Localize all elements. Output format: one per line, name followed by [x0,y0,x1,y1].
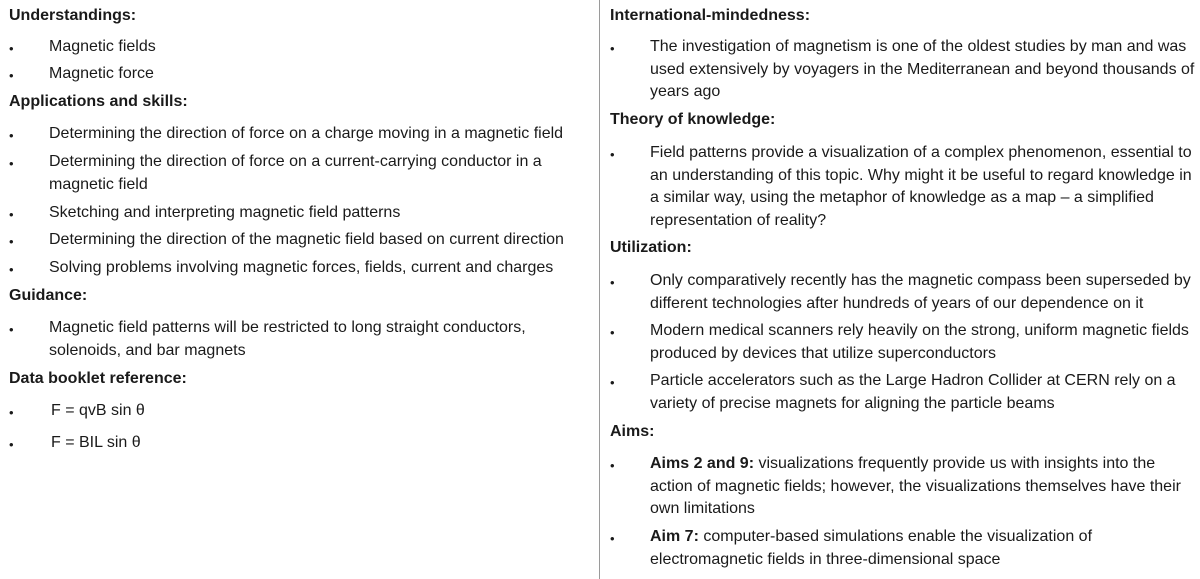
column-divider [599,0,600,579]
bullet-icon: • [9,322,14,337]
bullet-icon: • [9,437,14,452]
formula: F = qvB sin θ [51,402,145,419]
bullet-icon: • [9,262,14,277]
bullet-icon: • [610,375,615,390]
understandings-heading: Understandings: [9,7,137,24]
aim-text: visualizations frequently provide us with insights into the action of magnetic fields; however, the visualizations themselves have their own limitations [650,455,1181,517]
formula: F = BIL sin θ [51,434,141,451]
guidance-heading: Guidance: [9,287,88,304]
bullet-icon: • [9,68,14,83]
bullet-icon: • [610,41,615,56]
aim-label: Aim 7: [650,528,699,545]
bullet-icon: • [610,531,615,546]
data-booklet-heading: Data booklet reference: [9,370,187,387]
bullet-icon: • [9,128,14,143]
bullet-icon: • [610,458,615,473]
bullet-icon: • [610,147,615,162]
applications-heading: Applications and skills: [9,93,188,110]
bullet-icon: • [9,234,14,249]
aim-text: computer-based simulations enable the visualization of electromagnetic fields in three-dimensional space [650,528,1093,568]
aims-heading: Aims: [610,423,655,440]
tok-heading: Theory of knowledge: [610,111,776,128]
bullet-icon: • [9,41,14,56]
aim-label: Aims 2 and 9: [650,455,755,472]
utilization-heading: Utilization: [610,239,692,256]
bullet-icon: • [9,405,14,420]
bullet-icon: • [610,325,615,340]
bullet-icon: • [9,207,14,222]
bullet-icon: • [9,156,14,171]
international-heading: International-mindedness: [610,7,811,24]
bullet-icon: • [610,275,615,290]
syllabus-page: Understandings: • Magnetic fields • Magnetic force Applications and skills: • Determining the direction of force on a charge moving in a magnetic field • Determining the direction of force on a current-carrying conductor in a magnetic field • Sketching and interpreting magnetic field patterns • Determining the direction of the magnetic field based on current direction • Solving problems involving magnetic forces, fields, current and charges Guidance: • Magnetic field patterns will be restricted to long straight conductors, solenoids, and bar magnets Data booklet reference: • F = qvB sin θ • F = BIL sin θ International-mindedness: • The investigation of magnetism is one of the oldest studies by man and was used extensively by voyagers in the Mediterranean and beyond thousands of years ago Theory of knowledge: • Field patterns provide a visualization of a complex phenomenon, essential to an understanding of this topic. Why might it be useful to regard knowledge in a similar way, using the metaphor of knowledge as a map – a simplified representation of reality? Utilization: • Only comparatively recently has the magnetic compass been superseded by different technologies after hundreds of years of our dependence on it • Modern medical scanners rely heavily on the strong, uniform magnetic fields produced by devices that utilize superconductors • Particle accelerators such as the Large Hadron Collider at CERN rely on a variety of precise magnets for aligning the particle beams Aims: • Aims 2 and 9: visualizations frequently provide us with insights into the action of magnetic fields; however, the visualizations themselves have their own limitations • Aim 7: computer-based simulations enable the visualization of electromagnetic fields in three-dimensional space [0,0,1200,579]
